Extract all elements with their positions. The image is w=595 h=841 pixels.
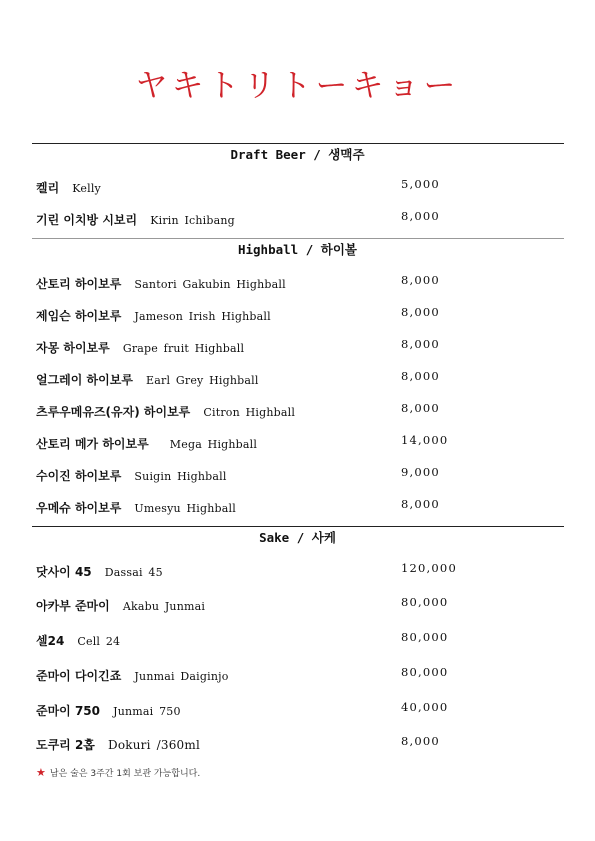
menu-item [36,665,556,681]
item-name-en: Earl Grey Highball [146,374,259,387]
item-name-ko: 제임슨 하이보루 [36,309,122,323]
item-name-en: Santori Gakubin Highball [134,278,286,291]
item-name-ko: 산토리 메가 하이보루 [36,437,149,451]
menu-item [36,700,556,716]
item-price: 120,000 [401,561,457,575]
item-price: 80,000 [401,665,449,679]
storage-note [36,766,200,779]
item-name-ko: 켈리 [36,181,60,195]
star-icon: ★ [36,766,46,779]
menu-item [36,401,556,417]
item-name-en: Jameson Irish Highball [134,310,271,323]
item-name-ko: 츠루우메유즈(유자) 하이보루 [36,405,191,419]
item-name-en: Dokuri /360ml [108,738,200,752]
menu-item [36,177,556,193]
item-name-en: Suigin Highball [134,470,227,483]
item-name-en: Mega Highball [169,438,258,451]
menu-item [36,630,556,646]
item-price: 8,000 [401,401,440,415]
item-name-ko: 산토리 하이보루 [36,277,122,291]
menu-item [36,465,556,481]
item-price: 80,000 [401,630,449,644]
menu-item [36,273,556,289]
divider [32,143,564,144]
item-price: 8,000 [401,369,440,383]
item-name-en: Kelly [72,182,101,195]
item-price: 8,000 [401,209,440,223]
section-heading-draft-beer: Draft Beer / 생맥주 [230,147,365,162]
menu-item [36,209,556,225]
item-name-en: Citron Highball [203,406,296,419]
section-heading-sake: Sake / 사케 [259,530,336,545]
item-name-ko: 얼그레이 하이보루 [36,373,133,387]
item-price: 5,000 [401,177,440,191]
menu-item [36,561,556,577]
item-price: 80,000 [401,595,449,609]
item-name-ko: 자몽 하이보루 [36,341,110,355]
menu-item [36,305,556,321]
item-price: 8,000 [401,337,440,351]
menu-item [36,497,556,513]
menu-item [36,433,556,449]
item-price: 8,000 [401,273,440,287]
item-name-ko: 준마이 다이긴죠 [36,669,122,683]
divider [32,526,564,527]
item-name-en: Dassai 45 [104,566,163,579]
item-name-en: Grape fruit Highball [122,342,245,355]
item-name-en: Umesyu Highball [134,502,236,515]
menu-item [36,337,556,353]
item-name-ko: 닷사이 45 [36,565,92,579]
item-name-ko: 아카부 준마이 [36,599,110,613]
section-heading-highball: Highball / 하이볼 [237,242,357,257]
item-name-ko: 셀24 [36,634,65,648]
item-price: 8,000 [401,305,440,319]
item-name-en: Akabu Junmai [122,600,206,613]
item-name-en: Cell 24 [77,635,121,648]
menu-item [36,369,556,385]
restaurant-title: ヤキトリトーキョー [135,66,460,104]
menu-item [36,595,556,611]
item-price: 8,000 [401,497,440,511]
item-name-en: Kirin Ichibang [150,214,235,227]
item-name-ko: 우메슈 하이보루 [36,501,122,515]
menu-item [36,734,556,750]
divider [32,238,564,239]
item-name-ko: 도쿠리 2홉 [36,738,95,752]
item-price: 40,000 [401,700,449,714]
item-price: 14,000 [401,433,449,447]
item-name-ko: 준마이 750 [36,704,101,718]
item-name-en: Junmai Daiginjo [134,670,229,683]
item-name-ko: 수이진 하이보루 [36,469,122,483]
item-name-ko: 기린 이치방 시보리 [36,213,138,227]
storage-note-text: 남은 술은 3주간 1회 보관 가능합니다. [49,769,201,779]
item-price: 9,000 [401,465,440,479]
item-name-en: Junmai 750 [113,705,181,718]
item-price: 8,000 [401,734,440,748]
